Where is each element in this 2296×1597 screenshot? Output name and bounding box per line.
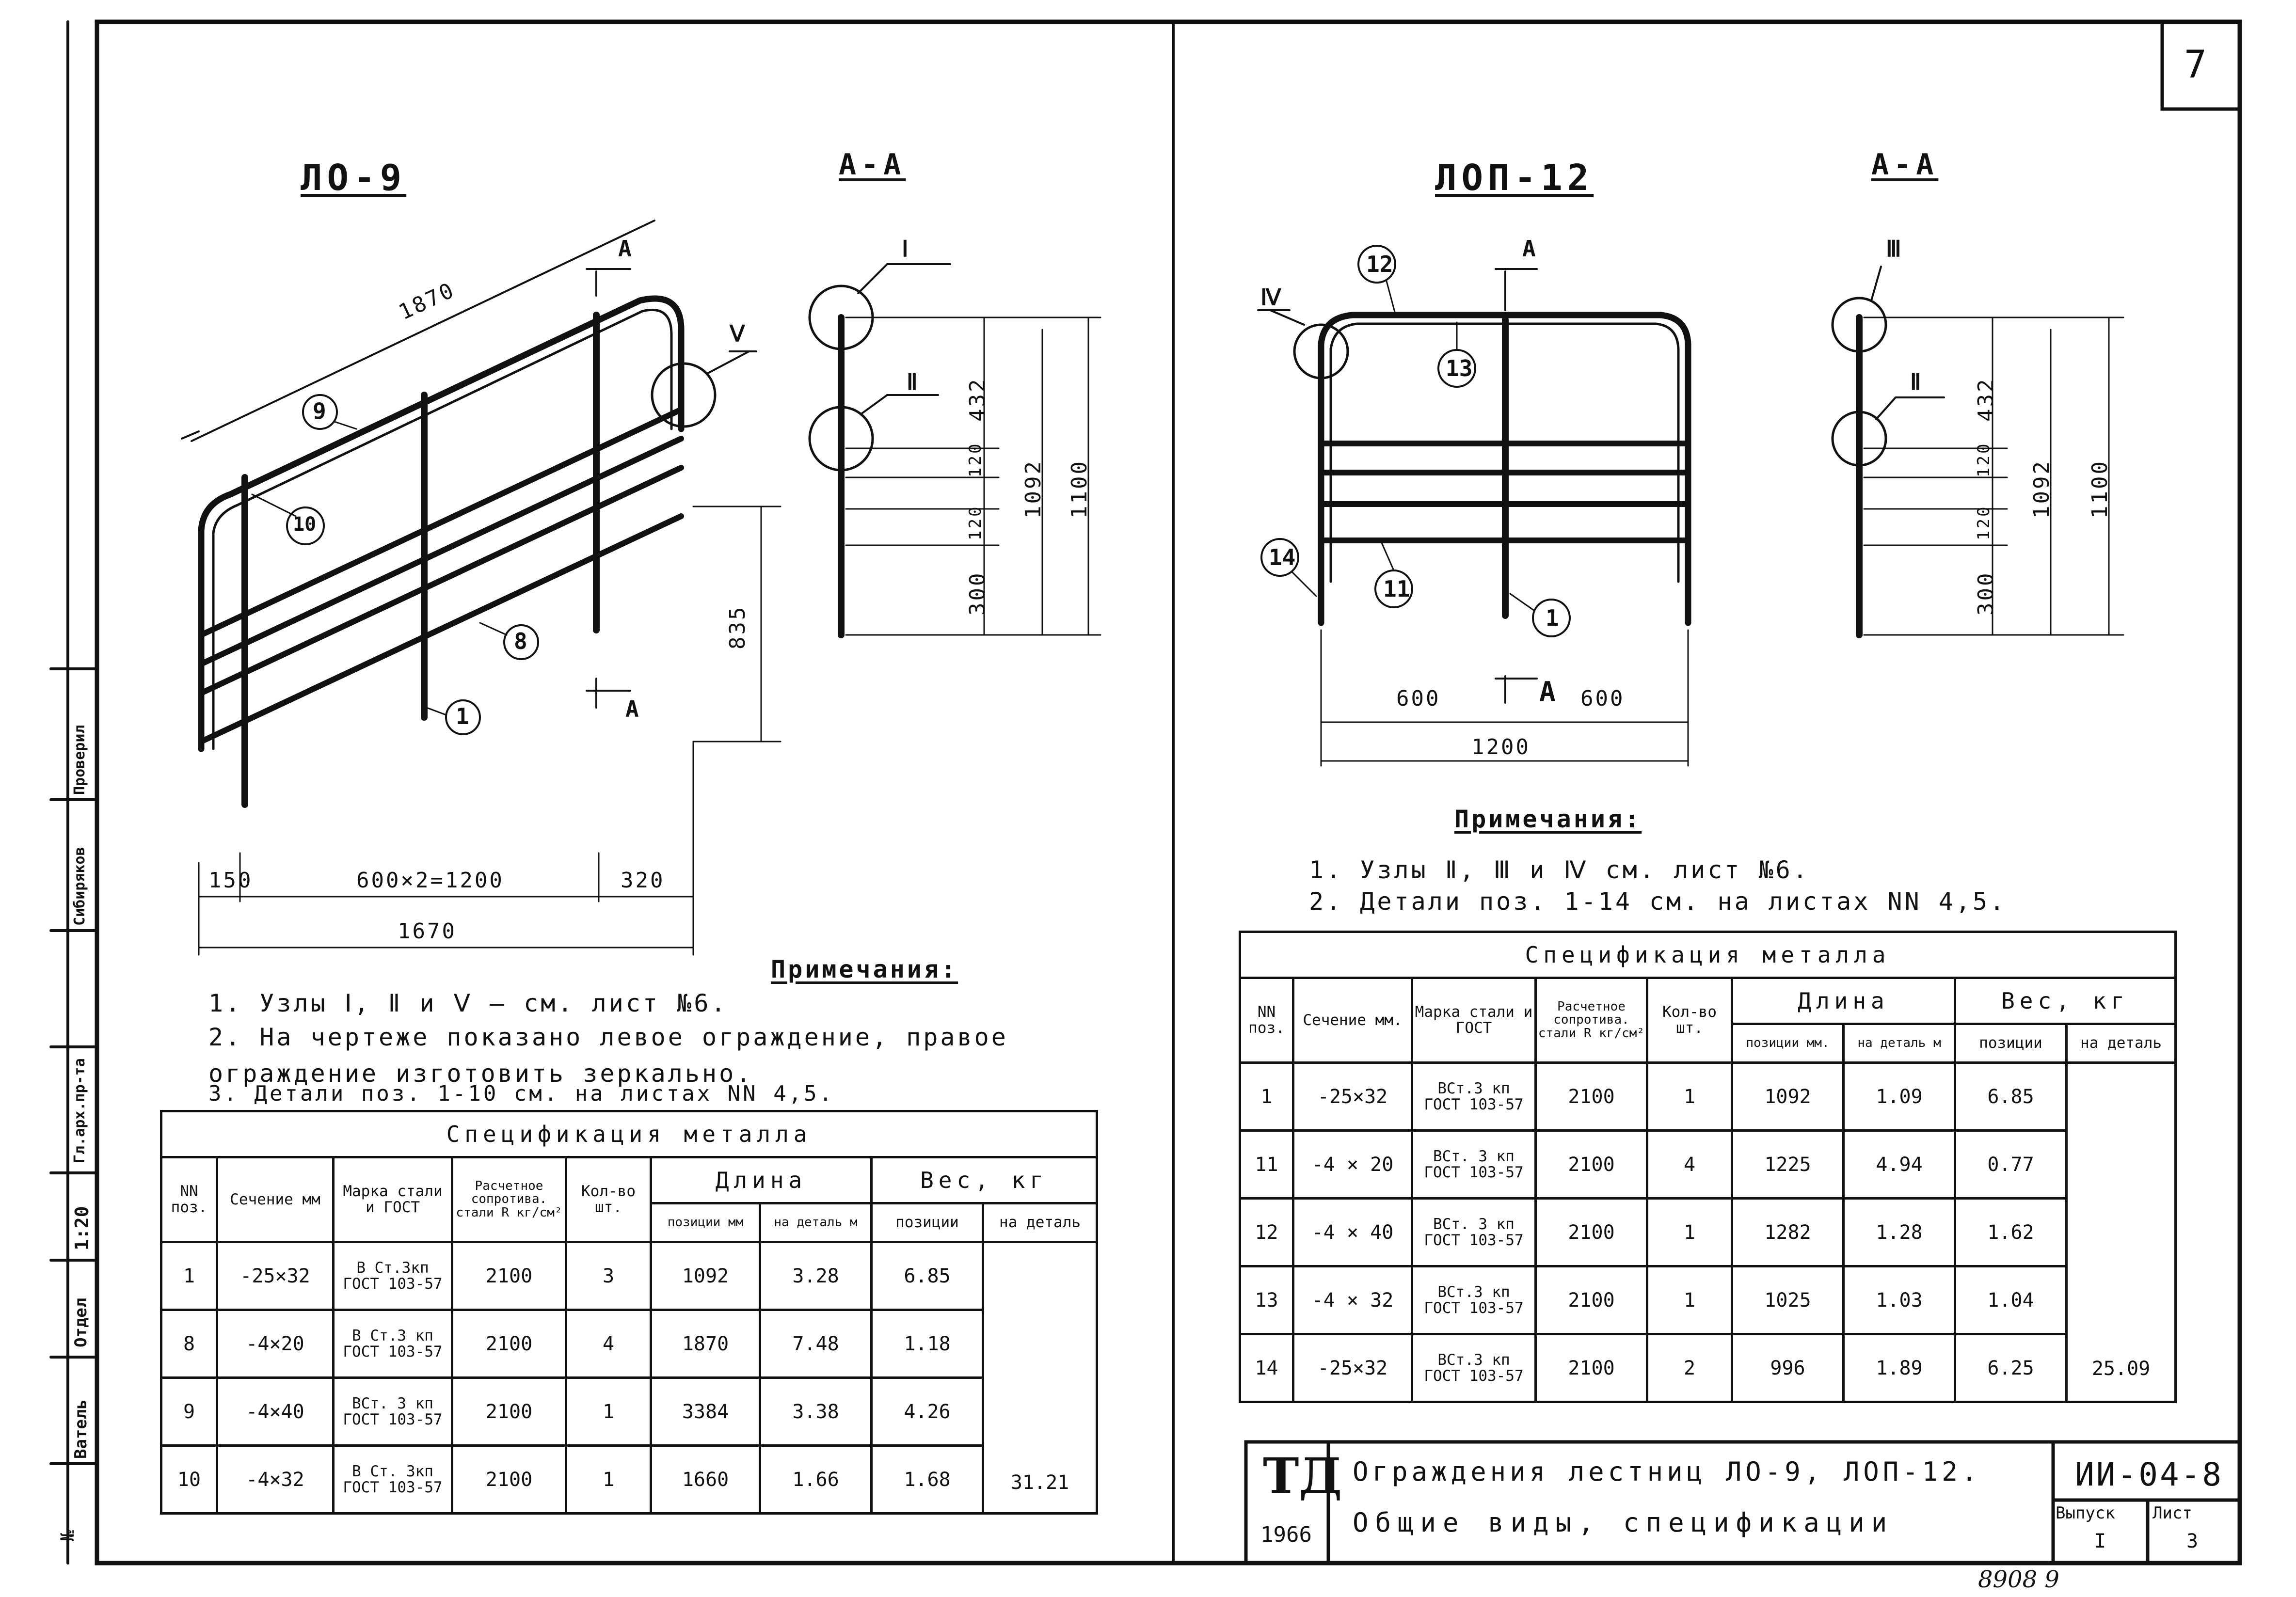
lop12-section-mark-top: А [1522, 236, 1536, 262]
lo9-r3-lendet: 3.38 [760, 1378, 872, 1446]
footer-note: 8908 9 [1978, 1566, 2059, 1593]
margin-stamp-scale: 1:20 [71, 1206, 93, 1250]
lop12-h-w-det: на деталь [2067, 1024, 2176, 1063]
title-block-line1: Ограждения лестниц ЛО-9, ЛОП-12. [1353, 1456, 1981, 1487]
lo9-r4-wpos: 1.68 [872, 1446, 983, 1514]
table-row [1240, 1063, 2176, 1131]
lo9-section-title: А-А [839, 148, 906, 182]
lo9-h-len-pos: позиции мм [651, 1203, 760, 1242]
margin-stamp-chief: Гл.арх.пр-та [71, 1058, 88, 1163]
lop12-r5-lendet: 1.89 [1844, 1334, 1955, 1402]
table-row [161, 1310, 1097, 1378]
lop12-r3-wpos: 1.62 [1955, 1199, 2067, 1266]
lo9-r2-qty: 4 [566, 1310, 651, 1378]
lo9-h-w-pos: позиции [872, 1203, 983, 1242]
lo9-h-section: Сечение мм [217, 1157, 334, 1242]
lo9-dim-320: 320 [621, 868, 665, 893]
lo9-r1-steel: В Ст.3кп ГОСТ 103-57 [334, 1242, 452, 1310]
lo9-r2-wpos: 1.18 [872, 1310, 983, 1378]
lop12-r2-lendet: 4.94 [1844, 1131, 1955, 1199]
lop12-r1-resist: 2100 [1536, 1063, 1647, 1131]
lop12-r4-lendet: 1.03 [1844, 1266, 1955, 1334]
lop12-pos-14: 14 [1269, 544, 1296, 570]
lop12-h-len-det: на деталь м [1844, 1024, 1955, 1063]
lo9-sec-node-1: Ⅰ [902, 236, 909, 262]
lo9-r4-lenpos: 1660 [651, 1446, 760, 1514]
lo9-r3-pos: 9 [161, 1378, 217, 1446]
lo9-r3-qty: 1 [566, 1378, 651, 1446]
lop12-r3-lendet: 1.28 [1844, 1199, 1955, 1266]
lop12-dim-1200: 1200 [1471, 735, 1531, 759]
lop12-pos-11: 11 [1383, 576, 1410, 602]
lo9-dim-height: 835 [725, 605, 750, 649]
table-row [1240, 1266, 2176, 1334]
lo9-section-mark-bottom: А [625, 696, 639, 722]
lo9-h-len-det: на деталь м [760, 1203, 872, 1242]
lo9-pos-1: 1 [456, 703, 469, 729]
table-row [1240, 1199, 2176, 1266]
lo9-section-mark-top: А [618, 236, 632, 262]
lo9-r2-resist: 2100 [452, 1310, 566, 1378]
lop12-dim-600b: 600 [1580, 686, 1625, 711]
lo9-r3-resist: 2100 [452, 1378, 566, 1446]
lop12-r2-lenpos: 1225 [1732, 1131, 1844, 1199]
lo9-node-5: Ⅴ [730, 320, 745, 347]
lop12-h-qty: Кол-во шт. [1647, 978, 1732, 1063]
lop12-r3-steel: ВСт. 3 кп ГОСТ 103-57 [1412, 1199, 1536, 1266]
lop12-r1-steel: ВСт.3 кп ГОСТ 103-57 [1412, 1063, 1536, 1131]
lo9-r4-lendet: 1.66 [760, 1446, 872, 1514]
lop12-r3-pos: 12 [1240, 1199, 1293, 1266]
lo9-h-w-det: на деталь [983, 1203, 1097, 1242]
lo9-h-length: Длина [651, 1157, 872, 1203]
lop12-r4-wpos: 1.04 [1955, 1266, 2067, 1334]
lo9-r1-section: -25×32 [217, 1242, 334, 1310]
title-block-year: 1966 [1260, 1522, 1312, 1547]
lop12-section-title: А-А [1871, 148, 1939, 182]
lo9-r1-lenpos: 1092 [651, 1242, 760, 1310]
lo9-r4-pos: 10 [161, 1446, 217, 1514]
lo9-section-aa [810, 264, 1100, 635]
lop12-r4-lenpos: 1025 [1732, 1266, 1844, 1334]
lo9-r3-wpos: 4.26 [872, 1378, 983, 1446]
lop12-sec-1092: 1092 [2029, 459, 2054, 519]
lop12-r2-resist: 2100 [1536, 1131, 1647, 1199]
lop12-h-w-pos: позиции [1955, 1024, 2067, 1063]
lop12-sec-432: 432 [1974, 377, 1998, 422]
lo9-r1-resist: 2100 [452, 1242, 566, 1310]
lop12-r3-resist: 2100 [1536, 1199, 1647, 1266]
lo9-dim-1200: 600×2=1200 [356, 868, 504, 893]
lop12-r5-wpos: 6.25 [1955, 1334, 2067, 1402]
lo9-r4-resist: 2100 [452, 1446, 566, 1514]
lop12-r5-pos: 14 [1240, 1334, 1293, 1402]
lop12-node-4: Ⅳ [1260, 284, 1281, 310]
lop12-r5-steel: ВСт.3 кп ГОСТ 103-57 [1412, 1334, 1536, 1402]
lop12-r4-steel: ВСт.3 кп ГОСТ 103-57 [1412, 1266, 1536, 1334]
lop12-dim-600a: 600 [1396, 686, 1441, 711]
table-row [161, 1378, 1097, 1446]
lo9-r4-steel: В Ст. 3кп ГОСТ 103-57 [334, 1446, 452, 1514]
lop12-pos-13: 13 [1446, 355, 1473, 381]
lo9-r2-lenpos: 1870 [651, 1310, 760, 1378]
lo9-r4-section: -4×32 [217, 1446, 334, 1514]
lo9-spec-title: Спецификация металла [161, 1111, 1097, 1157]
lop12-r2-pos: 11 [1240, 1131, 1293, 1199]
lop12-r2-qty: 4 [1647, 1131, 1732, 1199]
lo9-title: ЛО-9 [301, 157, 407, 199]
table-row [161, 1446, 1097, 1514]
lop12-h-len-pos: позиции мм. [1732, 1024, 1844, 1063]
title-block-issue: I [2094, 1530, 2106, 1552]
lop12-r2-wpos: 0.77 [1955, 1131, 2067, 1199]
lo9-total-weight: 31.21 [983, 1242, 1097, 1514]
lo9-sec-432: 432 [965, 377, 990, 422]
lop12-r1-lenpos: 1092 [1732, 1063, 1844, 1131]
lo9-r2-pos: 8 [161, 1310, 217, 1378]
title-block-sheet: 3 [2186, 1530, 2199, 1552]
lop12-sec-120a: 120 [1974, 442, 1993, 477]
lop12-total-weight: 25.09 [2067, 1063, 2176, 1402]
lop12-h-length: Длина [1732, 978, 1955, 1024]
lo9-r1-qty: 3 [566, 1242, 651, 1310]
title-block-line2: Общие виды, спецификации [1353, 1507, 1894, 1538]
lo9-r3-section: -4×40 [217, 1378, 334, 1446]
lop12-r5-lenpos: 996 [1732, 1334, 1844, 1402]
lo9-notes-title: Примечания: [771, 955, 958, 983]
sheet-number: 7 [2184, 43, 2207, 87]
lop12-sec-300: 300 [1974, 571, 1998, 616]
lo9-r3-steel: ВСт. 3 кп ГОСТ 103-57 [334, 1378, 452, 1446]
lo9-note-3: 3. Детали поз. 1-10 см. на листах NN 4,5. [208, 1081, 835, 1106]
margin-stamp-checked: Проверил [71, 725, 88, 795]
lop12-sec-node-3: Ⅲ [1886, 236, 1901, 262]
lo9-r2-steel: В Ст.3 кп ГОСТ 103-57 [334, 1310, 452, 1378]
margin-stamp-name: Сибиряков [71, 847, 88, 926]
margin-stamp-otdel: Отдел [71, 1297, 91, 1347]
lop12-r5-section: -25×32 [1293, 1334, 1412, 1402]
lop12-note-2: 2. Детали поз. 1-14 см. на листах NN 4,5. [1309, 887, 2007, 916]
lo9-h-steel: Марка стали и ГОСТ [334, 1157, 452, 1242]
lo9-r1-wpos: 6.85 [872, 1242, 983, 1310]
lop12-sec-1100: 1100 [2088, 459, 2112, 519]
title-block-sheet-label: Лист [2152, 1503, 2192, 1523]
lop12-r3-lenpos: 1282 [1732, 1199, 1844, 1266]
lop12-sec-120b: 120 [1974, 505, 1993, 540]
lop12-pos-12: 12 [1366, 251, 1393, 277]
lo9-sec-300: 300 [965, 571, 990, 616]
lo9-note-2b: ограждение изготовить зеркально. [208, 1059, 753, 1088]
lo9-railing-view [182, 221, 781, 955]
lo9-dim-150: 150 [208, 868, 253, 893]
lo9-spec-table [160, 1110, 1098, 1515]
lop12-r3-section: -4 × 40 [1293, 1199, 1412, 1266]
lo9-h-weight: Вес, кг [872, 1157, 1097, 1203]
lo9-r1-lendet: 3.28 [760, 1242, 872, 1310]
lop12-sec-node-2: Ⅱ [1910, 369, 1921, 395]
lop12-r2-section: -4 × 20 [1293, 1131, 1412, 1199]
lo9-h-resist: Расчетное сопротива. стали R кг/см² [452, 1157, 566, 1242]
lop12-r4-pos: 13 [1240, 1266, 1293, 1334]
lop12-note-1: 1. Узлы Ⅱ, Ⅲ и Ⅳ см. лист №6. [1309, 856, 1810, 884]
lo9-sec-node-2: Ⅱ [907, 369, 918, 395]
lop12-r3-qty: 1 [1647, 1199, 1732, 1266]
lop12-h-weight: Вес, кг [1955, 978, 2176, 1024]
lo9-dim-1670: 1670 [398, 919, 457, 944]
margin-stamp-vatel: Ватель [71, 1399, 91, 1459]
lop12-r1-qty: 1 [1647, 1063, 1732, 1131]
lop12-r4-section: -4 × 32 [1293, 1266, 1412, 1334]
lo9-pos-8: 8 [514, 628, 527, 654]
lop12-h-pos: NN поз. [1240, 978, 1293, 1063]
lo9-note-1: 1. Узлы Ⅰ, Ⅱ и Ⅴ – см. лист №6. [208, 989, 728, 1017]
lo9-sec-1100: 1100 [1067, 459, 1092, 519]
lo9-sec-120b: 120 [966, 505, 985, 540]
lop12-section-mark-bottom: А [1539, 676, 1556, 708]
title-block-org: ТД [1263, 1447, 1342, 1504]
lo9-r2-lendet: 7.48 [760, 1310, 872, 1378]
lo9-note-2: 2. На чертеже показано левое ограждение, правое [208, 1023, 1008, 1051]
lop12-pos-1: 1 [1546, 605, 1559, 631]
lop12-spec-table [1239, 931, 2177, 1403]
lop12-r1-section: -25×32 [1293, 1063, 1412, 1131]
lop12-r1-pos: 1 [1240, 1063, 1293, 1131]
title-block-code: ИИ-04-8 [2075, 1456, 2224, 1493]
lo9-dim-length: 1870 [395, 277, 459, 325]
lo9-sec-120a: 120 [966, 442, 985, 477]
lo9-r2-section: -4×20 [217, 1310, 334, 1378]
lop12-r5-resist: 2100 [1536, 1334, 1647, 1402]
lo9-pos-10: 10 [293, 513, 317, 536]
lop12-spec-title: Спецификация металла [1240, 932, 2176, 978]
margin-stamp-no: № [57, 1530, 78, 1541]
lop12-r2-steel: ВСт. 3 кп ГОСТ 103-57 [1412, 1131, 1536, 1199]
lo9-r1-pos: 1 [161, 1242, 217, 1310]
lop12-notes-title: Примечания: [1454, 805, 1642, 833]
table-row [161, 1242, 1097, 1310]
lo9-h-pos: NN поз. [161, 1157, 217, 1242]
lop12-r4-resist: 2100 [1536, 1266, 1647, 1334]
lo9-pos-9: 9 [313, 398, 326, 424]
lo9-r3-lenpos: 3384 [651, 1378, 760, 1446]
lo9-h-qty: Кол-во шт. [566, 1157, 651, 1242]
lo9-sec-1092: 1092 [1021, 459, 1046, 519]
table-row [1240, 1334, 2176, 1402]
lop12-h-section: Сечение мм. [1293, 978, 1412, 1063]
title-block-issue-label: Выпуск [2056, 1503, 2115, 1523]
lop12-r4-qty: 1 [1647, 1266, 1732, 1334]
lop12-title: ЛОП-12 [1435, 157, 1594, 199]
lop12-r1-wpos: 6.85 [1955, 1063, 2067, 1131]
lop12-r1-lendet: 1.09 [1844, 1063, 1955, 1131]
table-row [1240, 1131, 2176, 1199]
lo9-r4-qty: 1 [566, 1446, 651, 1514]
lop12-h-steel: Марка стали и ГОСТ [1412, 978, 1536, 1063]
lop12-h-resist: Расчетное сопротива. стали R кг/см² [1536, 978, 1647, 1063]
lop12-r5-qty: 2 [1647, 1334, 1732, 1402]
